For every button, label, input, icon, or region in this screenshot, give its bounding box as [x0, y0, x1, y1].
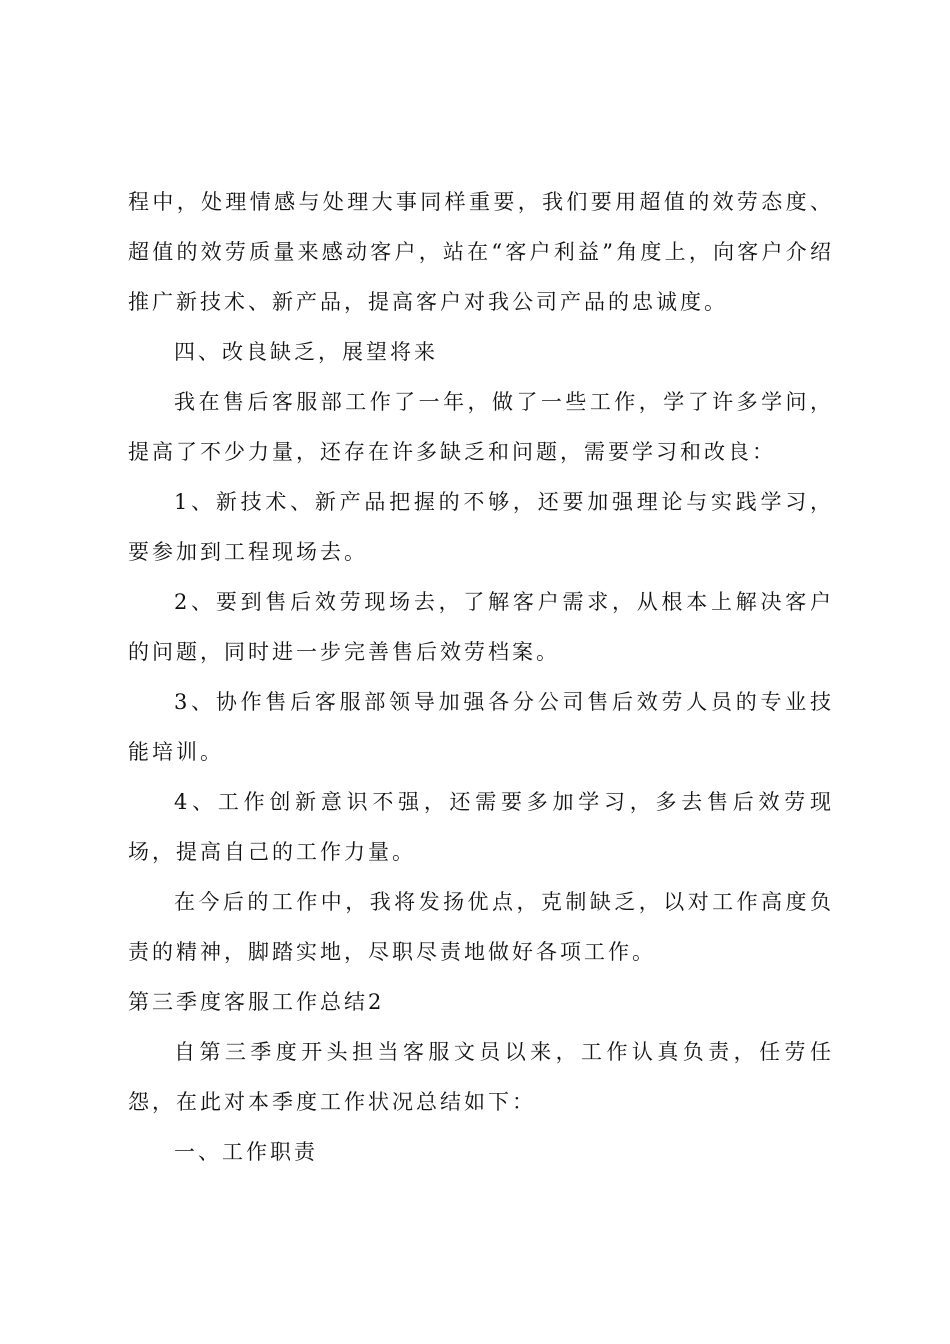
paragraph-intro-2: 自第三季度开头担当客服文员以来，工作认真负责，任劳任怨，在此对本季度工作状况总结如下： — [128, 1040, 834, 1114]
document-title-2: 第三季度客服工作总结2 — [128, 990, 385, 1014]
list-item-1: 1、新技术、新产品把握的不够，还要加强理论与实践学习，要参加到工程现场去。 — [128, 490, 834, 564]
document-body — [128, 177, 834, 1177]
list-item-3: 3、协作售后客服部领导加强各分公司售后效劳人员的专业技能培训。 — [128, 690, 834, 764]
list-item-4: 4、工作创新意识不强，还需要多加学习，多去售后效劳现场，提高自己的工作力量。 — [128, 790, 834, 864]
paragraph-conclusion: 在今后的工作中，我将发扬优点，克制缺乏，以对工作高度负责的精神，脚踏实地，尽职尽责地做好各项工作。 — [128, 890, 834, 964]
list-item-2: 2、要到售后效劳现场去，了解客户需求，从根本上解决客户的问题，同时进一步完善售后效劳档案。 — [128, 590, 834, 664]
section-heading-duties: 一、工作职责 — [174, 1140, 318, 1164]
paragraph-continuation: 程中，处理情感与处理大事同样重要，我们要用超值的效劳态度、超值的效劳质量来感动客户，站在“客户利益”角度上，向客户介绍推广新技术、新产品，提高客户对我公司产品的忠诚度。 — [128, 190, 834, 314]
section-heading-improvement: 四、改良缺乏，展望将来 — [174, 340, 438, 364]
paragraph-self-review: 我在售后客服部工作了一年，做了一些工作，学了许多学问，提高了不少力量，还存在许多缺乏和问题，需要学习和改良： — [128, 390, 834, 464]
